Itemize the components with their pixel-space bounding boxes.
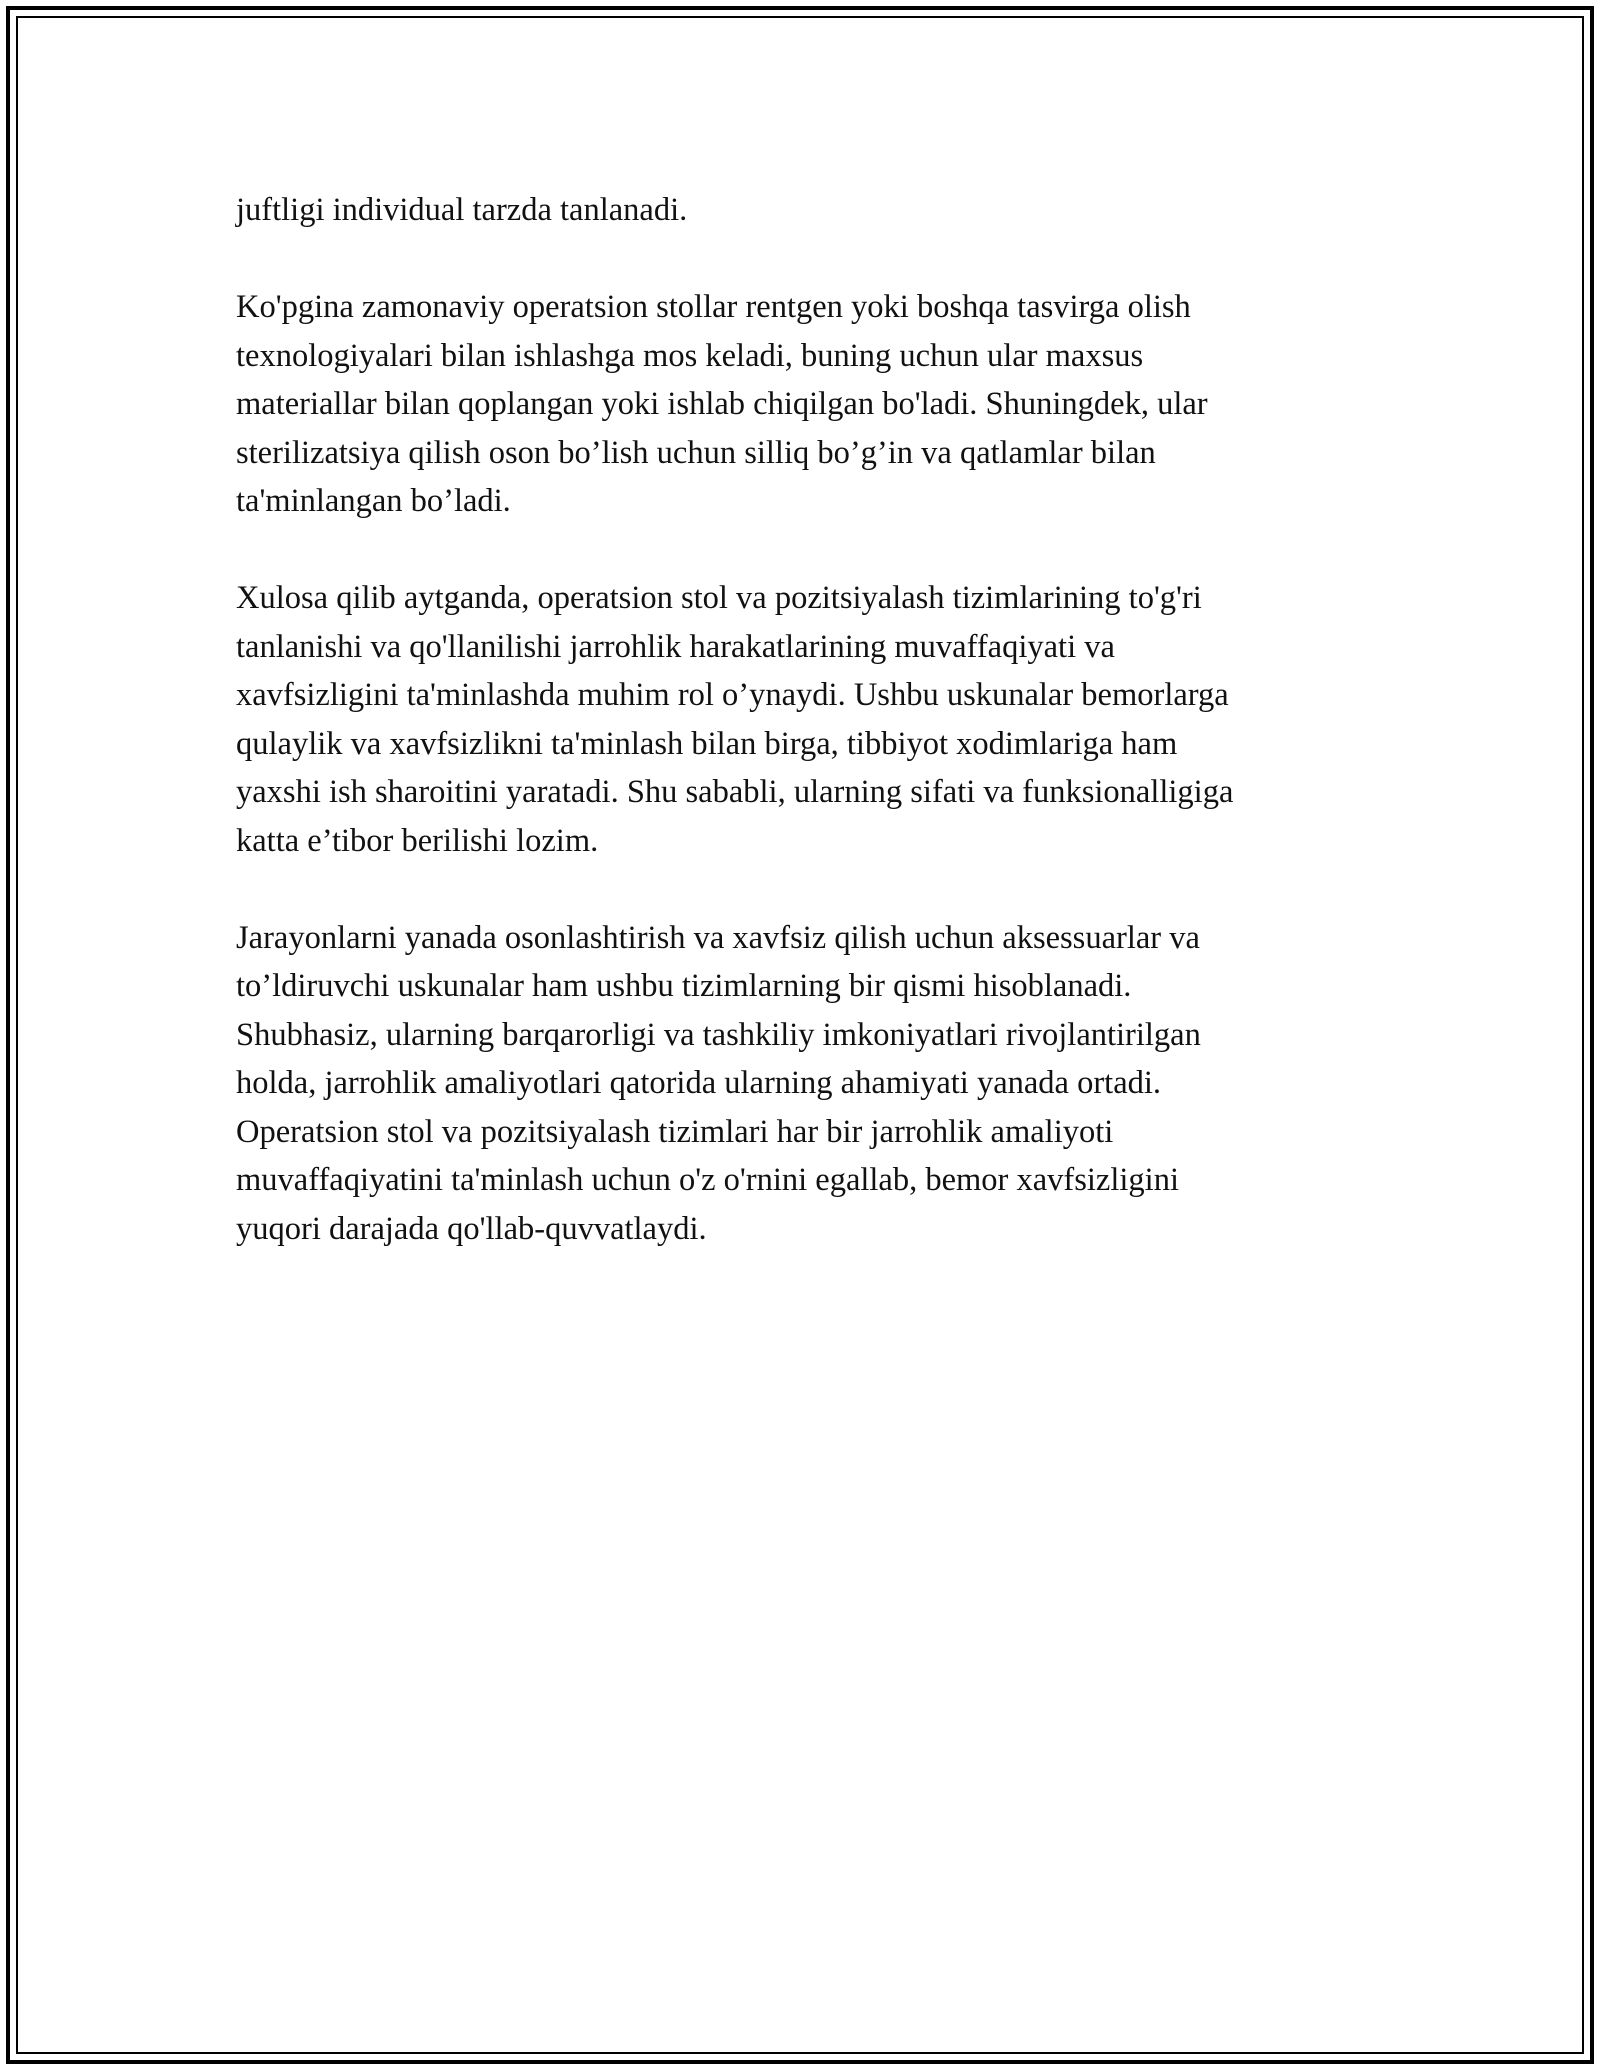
- text-line: qulaylik va xavfsizlikni ta'minlash bilan birga, tibbiyot xodimlariga ham: [236, 725, 1178, 762]
- text-line: xavfsizligini ta'minlashda muhim rol o’ynaydi. Ushbu uskunalar bemorlarga: [236, 677, 1229, 713]
- text-line: Shubhasiz, ularning barqarorligi va tashkiliy imkoniyatlari rivojlantirilgan: [236, 1016, 1201, 1053]
- text-line: Operatsion stol va pozitsiyalash tizimlari har bir jarrohlik amaliyoti: [236, 1113, 1114, 1150]
- paragraph-4: [236, 914, 1376, 1254]
- paragraph-3: [236, 574, 1376, 865]
- text-line: muvaffaqiyatini ta'minlash uchun o'z o'rnini egallab, bemor xavfsizligini: [236, 1162, 1179, 1198]
- document-body: [236, 186, 1376, 1302]
- text-line: ta'minlangan bo’ladi.: [236, 483, 511, 519]
- text-line: juftligi individual tarzda tanlanadi.: [236, 192, 688, 228]
- text-line: tanlanishi va qo'llanilishi jarrohlik harakatlarining muvaffaqiyati va: [236, 628, 1115, 665]
- text-line: yuqori darajada qo'llab-quvvatlaydi.: [236, 1210, 707, 1247]
- text-line: Jarayonlarni yanada osonlashtirish va xavfsiz qilish uchun aksessuarlar va: [236, 919, 1200, 956]
- text-line: materiallar bilan qoplangan yoki ishlab chiqilgan bo'ladi. Shuningdek, ular: [236, 386, 1208, 422]
- paragraph-2: [236, 283, 1376, 526]
- text-line: yaxshi ish sharoitini yaratadi. Shu sababli, ularning sifati va funksionalligiga: [236, 774, 1234, 810]
- text-line: katta e’tibor berilishi lozim.: [236, 822, 599, 859]
- paragraph-1: [236, 186, 1376, 235]
- text-line: sterilizatsiya qilish oson bo’lish uchun silliq bo’g’in va qatlamlar bilan: [236, 434, 1156, 471]
- text-line: texnologiyalari bilan ishlashga mos keladi, buning uchun ular maxsus: [236, 337, 1144, 374]
- text-line: Xulosa qilib aytganda, operatsion stol va pozitsiyalash tizimlarining to'g'ri: [236, 580, 1202, 616]
- text-line: Ko'pgina zamonaviy operatsion stollar rentgen yoki boshqa tasvirga olish: [236, 289, 1191, 325]
- text-line: holda, jarrohlik amaliyotlari qatorida ularning ahamiyati yanada ortadi.: [236, 1065, 1162, 1101]
- text-line: to’ldiruvchi uskunalar ham ushbu tizimlarning bir qismi hisoblanadi.: [236, 968, 1132, 1004]
